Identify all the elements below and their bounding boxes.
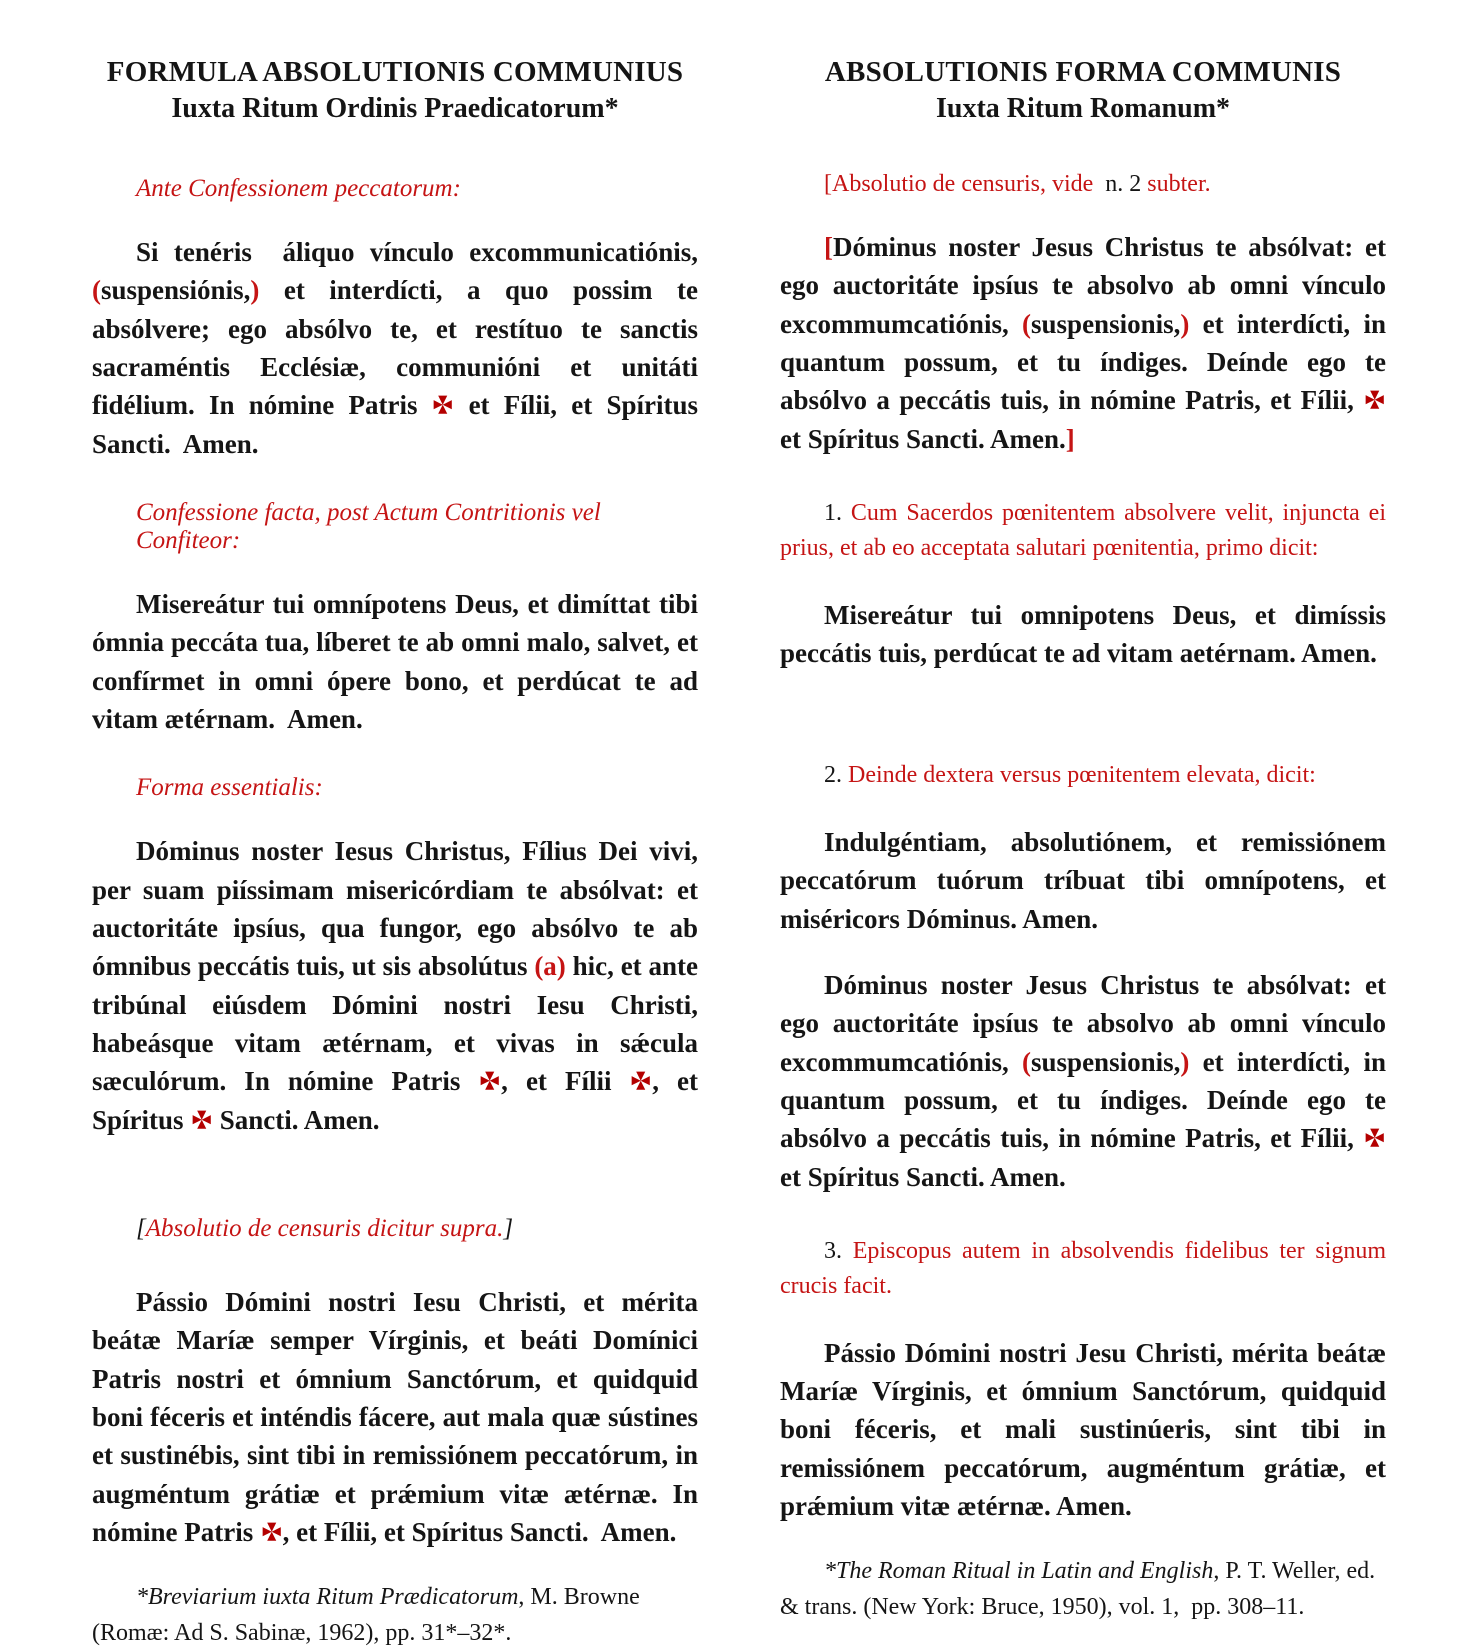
rubric-ante-confessionem	[136, 175, 698, 203]
text-segment: 1.	[824, 499, 851, 526]
left-column-subtitle: Iuxta Ritum Ordinis Praedicatorum*	[171, 93, 619, 124]
text-segment: , et Fílii, et Spíritus Sancti. Amen.	[282, 1516, 677, 1547]
paragraph-misereatur-left	[92, 585, 705, 738]
right-column	[780, 56, 1393, 1621]
text-segment: (	[92, 275, 101, 306]
text-segment: subter.	[1141, 171, 1211, 197]
text-segment: (	[1022, 1046, 1032, 1077]
maltese-cross-icon	[630, 1066, 653, 1096]
maltese-cross-icon	[190, 1105, 213, 1135]
paragraph-misereatur-right	[780, 596, 1393, 673]
maltese-cross-icon	[432, 390, 455, 420]
rubric-absolutio-de-censuris-right	[780, 171, 1386, 198]
maltese-cross-icon	[1363, 385, 1386, 415]
text-segment: Forma essentialis:	[136, 774, 323, 802]
footnote-right	[780, 1553, 1386, 1625]
text-segment: , et Fílii	[501, 1066, 630, 1097]
maltese-cross-icon	[260, 1517, 283, 1547]
text-segment: Dóminus noster Jesus Christus te absólvat: et ego auctoritáte ipsíus te absolvo ab omni vínculo excommumcatiónis,	[780, 232, 1393, 339]
rubric-forma-essentialis	[136, 774, 698, 802]
left-column-header	[92, 56, 698, 125]
text-segment: suspensionis,	[1031, 308, 1181, 339]
text-segment: [	[824, 232, 833, 262]
text-segment: et Fílii, et Spíritus Sancti. Amen.	[92, 390, 705, 459]
text-segment: Dóminus noster Iesus Christus, Fílius Dei vivi, per suam piíssimam misericórdiam te absólvat: et auctoritáte ipsíus, qua fungor, ego absólvo te ab ómnibus peccátis tuis, ut sis absolútus	[92, 836, 705, 982]
maltese-cross-icon	[1363, 1123, 1386, 1153]
paragraph-si-teneris	[92, 233, 705, 463]
text-segment: Pássio Dómini nostri Jesu Christi, mérita beátæ Maríæ Vírginis, et ómnium Sanctórum, quidquid boni féceris, et mali sustinúeris, sint tibi in remissiónem peccatórum, augméntum grátiæ, et prǽmium vitæ ætérnæ. Amen.	[780, 1337, 1393, 1521]
text-segment: Absolutio de censuris dicitur supra.	[145, 1214, 504, 1242]
paragraph-dominus-noster-left	[92, 832, 705, 1139]
text-segment: (	[1022, 308, 1032, 339]
text-segment: Indulgéntiam, absolutiónem, et remissiónem peccatórum tuórum tríbuat tibi omnípotens, et miséricors Dóminus. Amen.	[780, 827, 1393, 934]
text-segment: Misereátur tui omnipotens Deus, et dimíssis peccátis tuis, perdúcat te ad vitam aetérnam. Amen.	[780, 599, 1393, 668]
text-segment: 3.	[824, 1237, 853, 1264]
text-segment: hic, et ante tribúnal eiúsdem Dómini nostri Iesu Christi, habeásque vitam ætérnam, et vivas in sǽcula sæculórum. In nómine Patris	[92, 951, 705, 1097]
rubric-confessione-facta	[136, 499, 698, 555]
text-segment: suspensionis,	[1031, 1046, 1181, 1077]
rubric-absolutio-de-censuris-left	[136, 1215, 698, 1243]
text-segment: )	[1180, 308, 1190, 339]
text-segment: Ante Confessionem peccatorum:	[136, 175, 461, 202]
text-segment: *Breviarium iuxta Ritum Prædicatorum	[136, 1584, 519, 1611]
text-segment: Misereátur tui omnípotens Deus, et dimíttat tibi ómnia peccáta tua, líberet te ab omni malo, salvet, et confírmet in omni ópere bono, et perdúcat te ad vitam ætérnam. Amen.	[92, 588, 705, 734]
paragraph-indulgentiam	[780, 823, 1393, 938]
text-segment: et interdícti, a quo possim te absólvere; ego absólvo te, et restítuo te sanctis sacraméntis Ecclésiæ, communióni et unitáti fidélium. In nómine Patris	[92, 275, 705, 421]
text-segment: ]	[1065, 423, 1075, 454]
text-segment: ]	[503, 1214, 514, 1242]
right-column-subtitle: Iuxta Ritum Romanum*	[935, 93, 1231, 124]
left-column-title: FORMULA ABSOLUTIONIS COMMUNIUS	[106, 56, 684, 88]
text-segment: )	[1180, 1046, 1190, 1077]
text-segment: Dóminus noster Jesus Christus te absólvat: et ego auctoritáte ipsíus te absolvo ab omni vínculo excommumcatiónis,	[780, 970, 1393, 1077]
right-column-header	[780, 56, 1386, 125]
text-segment: et interdícti, in quantum possum, et tu índiges. Deínde ego te absólvo a peccátis tuis, in nómine Patris, et Fílii,	[780, 1046, 1393, 1154]
paragraph-dominus-noster-right	[780, 966, 1393, 1196]
text-segment: suspensiónis,	[101, 275, 251, 306]
text-segment: 2.	[824, 762, 848, 789]
text-segment: *The Roman Ritual in Latin and English	[824, 1558, 1214, 1585]
rubric-2-deinde-dextera	[780, 758, 1386, 793]
text-segment: , M. Browne (Romæ: Ad S. Sabinæ, 1962), pp. 31*–32*.	[92, 1584, 646, 1647]
text-segment: Episcopus autem in absolvendis fidelibus ter signum crucis facit.	[780, 1237, 1393, 1299]
text-segment: Si tenéris áliquo vínculo excommunicatiónis,	[136, 237, 705, 267]
text-segment: )	[250, 275, 260, 306]
left-column	[92, 56, 705, 1647]
maltese-cross-icon	[478, 1066, 501, 1096]
text-segment: [	[136, 1214, 146, 1242]
text-segment: Confessione facta, post Actum Contritionis vel Confiteor:	[136, 498, 608, 554]
footnote-left	[92, 1579, 698, 1651]
rubric-1-cum-sacerdos	[780, 496, 1392, 566]
text-segment: , et Spíritus	[92, 1066, 705, 1135]
text-segment: Pássio Dómini nostri Iesu Christi, et mérita beátæ Maríæ semper Vírginis, et beáti Domínici Patris nostri et ómnium Sanctórum, et quidquid boni féceris et inténdis fácere, aut mala quæ sústines et sustinébis, sint tibi in remissiónem peccatórum, in augméntum grátiæ et prǽmium vitæ ætérnæ. In nómine Patris	[92, 1286, 705, 1547]
text-segment: Sancti. Amen.	[212, 1104, 380, 1135]
paragraph-passio-left	[92, 1283, 705, 1551]
text-segment: n. 2	[1099, 171, 1142, 197]
text-segment: [Absolutio de censuris, vide	[824, 171, 1100, 197]
rubric-3-episcopus	[780, 1234, 1393, 1304]
paragraph-passio-right	[780, 1334, 1393, 1526]
paragraph-dominus-noster-bracketed	[780, 228, 1393, 458]
right-column-title: ABSOLUTIONIS FORMA COMMUNIS	[824, 56, 1342, 88]
text-segment: , P. T. Weller, ed. & trans. (New York: Bruce, 1950), vol. 1, pp. 308–11.	[780, 1558, 1382, 1621]
text-segment: et Spíritus Sancti. Amen.	[780, 385, 1393, 454]
text-segment: Cum Sacerdos pœnitentem absolvere velit, injuncta ei prius, et ab eo acceptata salutari pœnitentia, primo dicit:	[780, 499, 1392, 561]
text-segment: Deinde dextera versus pœnitentem elevata, dicit:	[848, 762, 1316, 789]
text-segment: (a)	[534, 951, 566, 982]
text-segment: et interdícti, in quantum possum, et tu índiges. Deínde ego te absólvo a peccátis tuis, in nómine Patris, et Fílii,	[780, 308, 1393, 416]
text-segment: et Spíritus Sancti. Amen.	[780, 1123, 1393, 1192]
